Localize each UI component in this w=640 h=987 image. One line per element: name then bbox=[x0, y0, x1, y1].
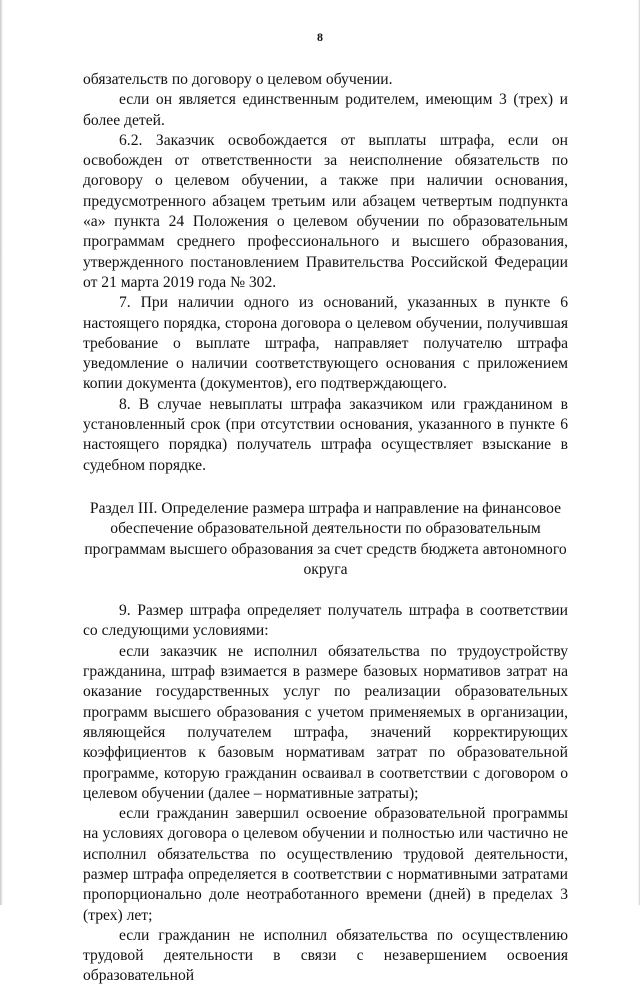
paragraph: обязательств по договору о целевом обучении. bbox=[83, 71, 393, 88]
scan-edge-left bbox=[0, 0, 3, 905]
section-title: Раздел III. Определение размера штрафа и направление на финансовое обеспечение образовательной деятельности по образовательным программам высшего образования за счет средств бюджета автономного округа bbox=[84, 499, 567, 578]
document-body bbox=[83, 70, 568, 987]
paragraph: 8. В случае невыплаты штрафа заказчиком или гражданином в установленный срок (при отсутствии основания, указанного в пункте 6 настоящего порядка) получатель штрафа осуществляет взыскание в судебном порядке. bbox=[83, 395, 568, 474]
paragraph: если заказчик не исполнил обязательства по трудоустройству гражданина, штраф взимается в размере базовых нормативов затрат на оказание государственных услуг по реализации образовательных программ высшего образования с учетом применяемых в организации, являющейся получателем штрафа, значений корректирующих коэффициентов к базовым нормативам затрат по образовательной программе, которую гражданин осваивал в соответствии с договором о целевом обучении (далее – нормативные затраты); bbox=[83, 642, 568, 802]
paragraph: 7. При наличии одного из оснований, указанных в пункте 6 настоящего порядка, сторона договора о целевом обучении, получившая требование о выплате штрафа, направляет получателю штрафа уведомление о наличии соответствующего основания с приложением копии документа (документов), его подтверждающего. bbox=[83, 294, 568, 393]
paragraph: 6.2. Заказчик освобождается от выплаты штрафа, если он освобожден от ответственности за неисполнение обязательств по договору о целевом обучении, а также при наличии основания, предусмотренного абзацем третьим или абзацем четвертым подпункта «а» пункта 24 Положения о целевом обучении по образовательным программам среднего профессионального и высшего образования, утвержденного постановлением Правительства Российской Федерации от 21 марта 2019 года № 302. bbox=[83, 131, 568, 291]
paragraph: если он является единственным родителем, имеющим 3 (трех) и более детей. bbox=[83, 91, 568, 129]
paragraph: если гражданин завершил освоение образовательной программы на условиях договора о целевом обучении и полностью или частично не исполнил обязательства по осуществлению трудовой деятельности, размер штрафа определяется в соответствии с нормативными затратами пропорционально доле неотработанного времени (дней) в пределах 3 (трех) лет; bbox=[83, 805, 568, 924]
page-number: 8 bbox=[317, 30, 323, 44]
paragraph: если гражданин не исполнил обязательства по осуществлению трудовой деятельности в связи с незавершением освоения образовательной bbox=[83, 926, 568, 985]
paragraph: 9. Размер штрафа определяет получатель штрафа в соответствии со следующими условиями: bbox=[83, 602, 568, 640]
